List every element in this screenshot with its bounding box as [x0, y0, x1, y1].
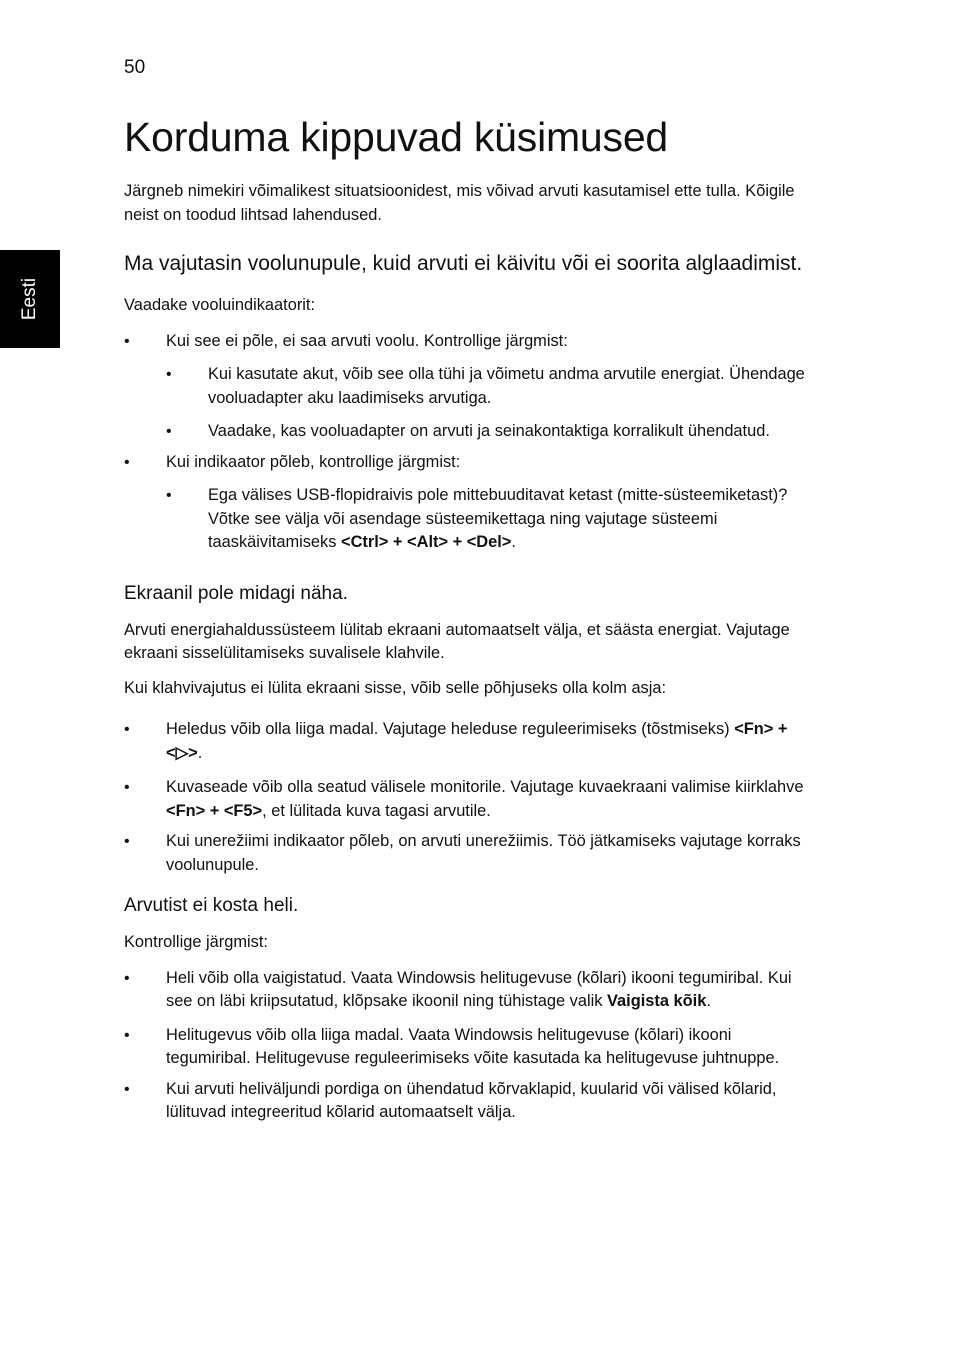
bullet-icon: •: [124, 332, 130, 350]
bullet-icon: •: [124, 833, 130, 850]
list-item-text: Kui arvuti heliväljundi pordiga on ühendatud kõrvaklapid, kuularid või välised kõlarid, lülituvad integreeritud kõlarid automaatselt välja.: [166, 1079, 777, 1121]
language-tab: [0, 250, 60, 348]
bullet-icon: •: [166, 423, 172, 440]
bullet-icon: •: [124, 1080, 130, 1098]
list-item-text: Kuvaseade võib olla seatud välisele monitorile. Vajutage kuvaekraani valimise kiirklahve: [166, 778, 804, 796]
bullet-icon: •: [166, 487, 172, 504]
section-display-text-1: Arvuti energiahaldussüsteem lülitab ekraani automaatselt välja, et säästa energiat. Vajutage ekraani sisselülitamiseks suvalisele klahvile.: [124, 620, 790, 662]
list-item-text: Vaadake, kas vooluadapter on arvuti ja seinakontaktiga korralikult ühendatud.: [208, 422, 770, 440]
list-item-text: Heledus võib olla liiga madal. Vajutage heleduse reguleerimiseks (tõstmiseks): [166, 720, 735, 738]
list-item-text: , et lülitada kuva tagasi arvutile.: [262, 801, 491, 820]
section-heading-display: Ekraanil pole midagi näha.: [124, 582, 348, 604]
bullet-icon: •: [124, 779, 130, 796]
bullet-icon: •: [124, 969, 130, 987]
bullet-icon: •: [124, 721, 130, 738]
page-title: Korduma kippuvad küsimused: [124, 114, 669, 160]
bullet-icon: •: [124, 453, 130, 471]
list-item-text: Helitugevus võib olla liiga madal. Vaata Windowsis helitugevuse (kõlari) ikooni tegumiribal. Helitugevuse reguleerimiseks võite kasutada ka helitugevuse juhtnuppe.: [166, 1025, 780, 1067]
list-item-text: Heli võib olla vaigistatud. Vaata Windowsis helitugevuse (kõlari) ikooni tegumiribal. Kui see on läbi kriipsutatud, klõpsake ikoonil ning tühistage valik: [166, 968, 792, 1010]
list-item: [124, 776, 814, 823]
list-item: [124, 967, 814, 1014]
key-combination: <Ctrl> + <Alt> + <Del>: [341, 533, 512, 551]
key-combination: <Fn> + <▷>: [166, 720, 788, 762]
list-item-text: Kui kasutate akut, võib see olla tühi ja võimetu andma arvutile energiat. Ühendage vooluadapter aku laadimiseks arvutiga.: [208, 365, 805, 407]
section-heading-power: Ma vajutasin voolunupule, kuid arvuti ei käivitu või ei soorita alglaadimist.: [124, 252, 803, 275]
power-sub-list-2: [166, 484, 814, 555]
display-bullet-list: [124, 718, 814, 877]
list-item-text: Kui see ei põle, ei saa arvuti voolu. Kontrollige järgmist:: [166, 331, 568, 350]
list-item-text: Kui indikaator põleb, kontrollige järgmist:: [166, 452, 461, 471]
list-item: [166, 484, 814, 555]
list-item: [124, 1024, 814, 1071]
key-combination: <Fn> + <F5>: [166, 801, 263, 820]
section-display-text-2: Kui klahvivajutus ei lülita ekraani sisse, võib selle põhjuseks olla kolm asja:: [124, 678, 667, 697]
list-item: [124, 1078, 814, 1125]
list-item: [124, 451, 814, 555]
list-item: [166, 420, 814, 444]
language-tab-label: Eesti: [19, 277, 40, 321]
intro-paragraph: Järgneb nimekiri võimalikest situatsioonidest, mis võivad arvuti kasutamisel ette tulla. Kõigile neist on toodud lihtsad lahendused.: [124, 182, 795, 224]
list-item: [124, 830, 814, 877]
setting-name: Vaigista kõik: [607, 992, 707, 1010]
sound-bullet-list: [124, 967, 814, 1125]
section-power-text: Vaadake vooluindikaatorit:: [124, 296, 316, 314]
page-content: [124, 112, 814, 1125]
section-sound-text: Kontrollige järgmist:: [124, 933, 268, 951]
list-item-text: .: [511, 533, 516, 551]
page-number: 50: [124, 57, 146, 78]
bullet-icon: •: [124, 1026, 130, 1044]
list-item-text: .: [706, 992, 711, 1010]
bullet-icon: •: [166, 366, 172, 383]
power-sub-list-1: [166, 363, 814, 444]
power-bullet-list: [124, 330, 814, 555]
section-heading-sound: Arvutist ei kosta heli.: [124, 895, 299, 916]
list-item: [166, 363, 814, 410]
list-item-text: Ega välises USB-flopidraivis pole mittebuuditavat ketast (mitte-süsteemiketast)? Võtke see välja või asendage süsteemikettaga ning vajutage süsteemi taaskäivitamiseks: [208, 486, 788, 551]
list-item-text: Kui unerežiimi indikaator põleb, on arvuti unerežiimis. Töö jätkamiseks vajutage korraks voolunupule.: [166, 832, 801, 874]
list-item: [124, 718, 814, 765]
list-item-text: .: [197, 743, 203, 762]
list-item: [124, 330, 814, 444]
